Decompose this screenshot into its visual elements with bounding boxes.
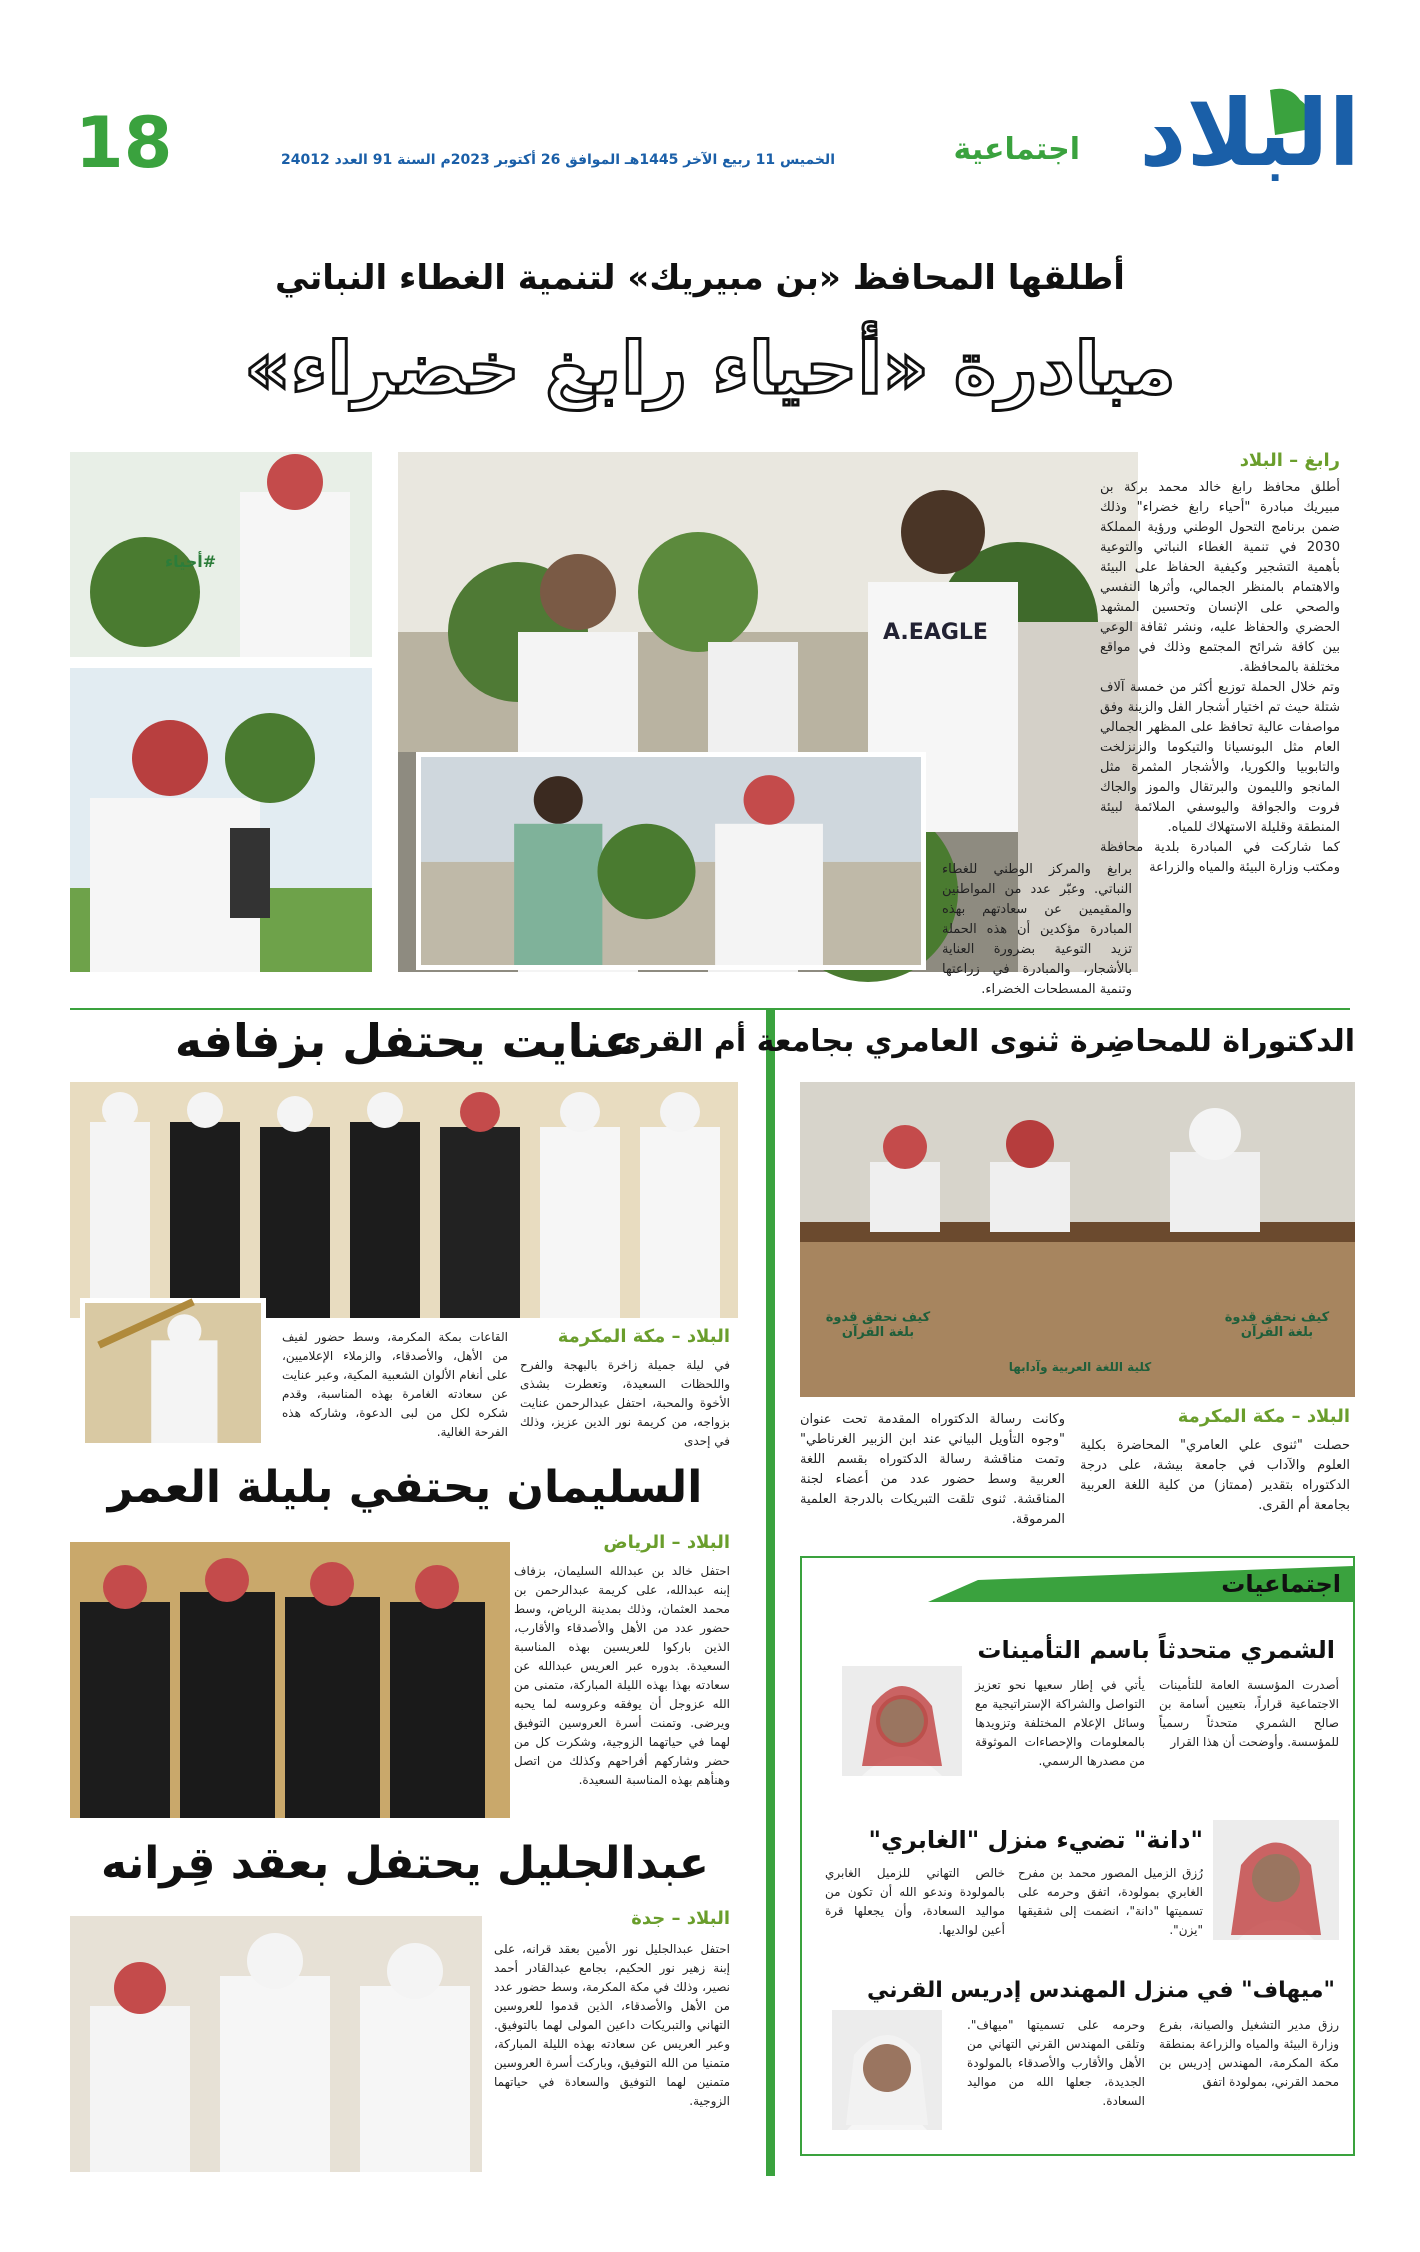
- social-3-body-right: رزق مدير التشغيل والصيانة، بفرع وزارة البيئة والمياه والزراعة بمنطقة مكة المكرمة، المهندس إدريس بن محمد القرني، بمولودة اتفق: [1159, 2018, 1339, 2089]
- social-1-headline: الشمري متحدثاً باسم التأمينات: [977, 1636, 1335, 1664]
- social-2-body-left: خالص التهاني للزميل الغابري بالمولودة وندعو الله أن تكون من مواليد السعادة، وأن يجعلها قرة أعين لوالديها.: [825, 1866, 1005, 1937]
- photo-sign-text: #أحياء: [165, 552, 217, 571]
- lead-byline: رابغ – البلاد: [1239, 450, 1340, 471]
- doctorate-headline: الدكتوراة للمحاضِرة ثنوى العامري بجامعة أم القرى: [614, 1024, 1355, 1059]
- lead-kicker: أطلقها المحافظ «بن مبيريك» لتنمية الغطاء النباتي: [275, 258, 1125, 298]
- masthead: [0, 60, 1420, 210]
- socials-box: [800, 1556, 1355, 2156]
- abduljalil-byline: البلاد – جدة: [631, 1908, 730, 1929]
- sulaiman-byline: البلاد – الرياض: [603, 1532, 730, 1553]
- inayat-body-right: في ليلة جميلة زاخرة بالبهجة والفرح واللحظات السعيدة، وتعطرت بشذى الأخوة والمحبة، احتفل عبدالرحمن عنايت بزواجه، من كريمة نور الدين عزيز، وذلك في إحدى: [520, 1358, 730, 1448]
- horizontal-rule: [70, 1008, 1350, 1010]
- lead-photo-bottom-left: [70, 668, 372, 972]
- abduljalil-body: احتفل عبدالجليل نور الأمين بعقد قرانه، على إبنة زهير نور الحكيم، بجامع عبدالقادر أحمد نصير، وذلك في مكة المكرمة، وسط حضور عدد من الأهل والأصدقاء، الذين قدموا للعروسين التهاني والتبريكات داعين المولى لهما بالتوفيق. وعبر العريس عن سعادته بهذه الليلة المباركة، متمنيا من الله التوفيق، وباركت أسرة العروسين متمنين لهما التوفيق والسعادة في حياتهما الزوجية.: [494, 1942, 730, 2108]
- banner-mid: كلية اللغة العربية وآدابها: [1008, 1360, 1152, 1374]
- lead-photo-inset: [416, 752, 926, 970]
- lead-headline: مبادرة «أحياء رابغ خضراء»: [244, 326, 1176, 410]
- vertical-rule: [766, 1008, 775, 2176]
- inayat-headline: عنايت يحتفل بزفافه: [174, 1014, 636, 1068]
- page-number: 18: [75, 102, 173, 184]
- doctorate-byline: البلاد – مكة المكرمة: [1177, 1406, 1350, 1427]
- social-2-headline: "دانة" تضيء منزل "الغابري": [868, 1826, 1203, 1854]
- lead-body: أطلق محافظ رابغ خالد محمد بركة بن مبيريك مبادرة "أحياء رابغ خضراء" وذلك ضمن برنامج التحول الوطني ورؤية المملكة 2030 في تنمية الغطاء النباتي والتوعية بأهمية التشجير وكيفية الحفاظ على البيئة والاهتمام بالمنظر الجمالي، وأثرها النفسي والصحي على الإنسان وتحسين المشهد الحضري والحفاظ عليه، ونشر ثقافة الوعي بين كافة شرائح المجتمع وذلك في مواقع مختلفة بالمحافظة. وتم خلال الحملة توزيع أكثر من خمسة آلاف شتلة حيث تم اختيار أشجار الفل والزينة وفق مواصفات عالية تحافظ على المظهر الجمالي العام مثل البونسيانا والتيكوما والزنزلخت والتابوبيا والكوريا، والأشجار المثمرة مثل المانجو والليمون والبرتقال والموز والجاك فروت والجوافة واليوسفي الملائمة لبيئة المنطقة وقليلة الاستهلاك للمياه. كما شاركت في المبادرة بلدية محافظة ومكتب وزارة البيئة والمياه والزراعة: [1100, 480, 1340, 875]
- social-2-body-right: رُزق الزميل المصور محمد بن مفرح الغابري بمولودة، اتفق وحرمه على تسميتها "دانة"، انضمت إلى شقيقها "يزن".: [1018, 1866, 1203, 1937]
- social-1-portrait: [842, 1666, 962, 1776]
- doctorate-photo: [800, 1082, 1355, 1397]
- logo: [1120, 80, 1360, 190]
- abduljalil-photo: [70, 1916, 482, 2172]
- socials-title: اجتماعيات: [1221, 1570, 1341, 1598]
- abduljalil-headline: عبدالجليل يحتفل بعقد قِرانه: [101, 1838, 709, 1889]
- social-2-portrait: [1213, 1820, 1339, 1940]
- social-3-body-left: وحرمه على تسميتها "ميهاف". وتلقى المهندس القرني التهاني من الأهل والأقارب والأصدقاء بالمولودة الجديدة، جعلها الله من مواليد السعادة.: [967, 2018, 1145, 2108]
- lead-photo-top-left: [70, 452, 372, 657]
- logo-text: البلاد: [1139, 80, 1360, 187]
- social-3-portrait: [832, 2010, 942, 2130]
- lead-body-continued: برابغ والمركز الوطني للغطاء النباتي. وعبّر عدد من المواطنين والمقيمين عن سعادتهم بهذه المبادرة مؤكدين أن هذه الحملة تزيد التوعية بضرورة العناية بالأشجار، والمبادرة في زراعتها وتنمية المسطحات الخضراء.: [942, 862, 1132, 997]
- doctorate-body-right: حصلت "ثنوى علي العامري" المحاضرة بكلية العلوم والآداب في جامعة بيشة، على درجة الدكتوراه بتقدير (ممتاز) من كلية اللغة العربية بجامعة أم القرى.: [1080, 1438, 1350, 1513]
- sulaiman-photo: [70, 1542, 510, 1818]
- banner-right: كيف نحقق قدوة بلغة القرآن: [1224, 1310, 1330, 1340]
- social-1-body-left: يأتي في إطار سعيها نحو تعزيز التواصل والشراكة الإستراتيجية مع وسائل الإعلام المختلفة وتزويدها بالمعلومات والإحصاءات الموثوقة من مصدرها الرسمي.: [975, 1678, 1145, 1768]
- section-label: اجتماعية: [953, 132, 1080, 167]
- socials-tab: [798, 1558, 1353, 1614]
- social-3-headline: "ميهاف" في منزل المهندس إدريس القرني: [866, 1978, 1335, 2003]
- doctorate-body-left: وكانت رسالة الدكتوراه المقدمة تحت عنوان "وجوه التأويل البياني عند ابن الزبير الغرناطي" وتمت مناقشة رسالة الدكتوراه بقسم اللغة العربية وسط حضور عدد من أعضاء لجنة المناقشة. ثنوى تلقت التبريكات بالدرجة العلمية المرموقة.: [800, 1412, 1065, 1527]
- dateline: الخميس 11 ربيع الآخر 1445هـ الموافق 26 أكتوبر 2023م السنة 91 العدد 24012: [281, 152, 835, 168]
- sulaiman-body: احتفل خالد بن عبدالله السليمان، بزفاف إبنه عبدالله، على كريمة عبدالرحمن بن محمد العثمان، وذلك بمدينة الرياض، وسط حضور عدد من الأهل والأصدقاء والأقارب، الذين باركوا للعريسين بهذه المناسبة السعيدة. بدوره عبر العريس عبدالله عن سعادته بهذا بهذه الليلة المباركة، متمنى من الله عزوجل أن يوفقه وعروسه لما يحبه ويرضى. وتمنت أسرة العروسين التوفيق لهما في حياتهما الزوجية، وشكرت كل من حضر وشاركهم أفراحهم وكذلك من اتصل وهنأهم بهذه المناسبة السعيدة.: [514, 1564, 730, 1787]
- sulaiman-headline: السليمان يحتفي بليلة العمر: [107, 1462, 703, 1513]
- inayat-byline: البلاد – مكة المكرمة: [557, 1326, 730, 1347]
- inayat-body-left: القاعات بمكة المكرمة، وسط حضور لفيف من الأهل، والأصدقاء، والزملاء الإعلاميين، على أنغام الألوان الشعبية المكية، وعبر عنايت عن سعادته الغامرة بهذه المناسبة، وقدم شكره لكل من لبى الدعوة، وشاركه هذه الفرحة الغالية.: [282, 1330, 508, 1439]
- social-1-body-right: أصدرت المؤسسة العامة للتأمينات الاجتماعية قراراً، بتعيين أسامة بن صالح الشمري متحدثاً رسمياً للمؤسسة. وأوضحت أن هذا القرار: [1159, 1678, 1339, 1749]
- inayat-photo: [70, 1082, 738, 1318]
- banner-left: كيف نحقق قدوة بلغة القرآن: [825, 1310, 931, 1340]
- inayat-inset-photo: [80, 1298, 266, 1448]
- tshirt-text: A.EAGLE: [883, 620, 988, 645]
